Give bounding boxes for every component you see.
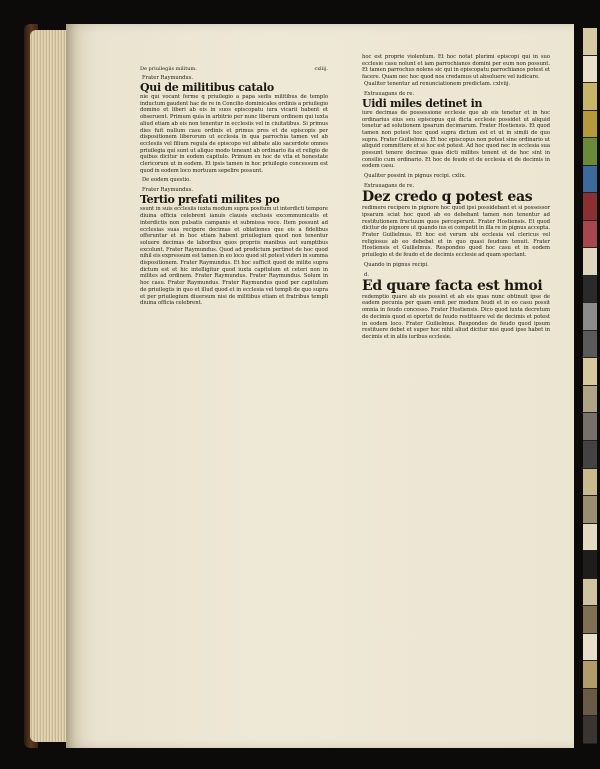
color-calibration-strip: [583, 28, 597, 744]
calibration-swatch: [583, 716, 597, 744]
text-section: [140, 75, 328, 177]
section-body: nie qui vocant ferme q priuilegio a papa sedis militibus de templo inductum gaudent hac de re in Concilio dominicales ordinis a priuilegio domino et liberi ab eis in suos episcopatu iura vicarii habent et obseruent. Primum quia in arbitrio per nunc liberum ordinem qui iuxta aliud etiam ab eis non tenentur in ecclesiis vel in ciuitatibus. Si primus dies fuit nullum casu ordinis et primus pres et de episcopis per dispositionem liberorum ut ecclesia in qua parrochia tamen vel ab ecclesiis vel filium regula de episcopo vel abbate alio sacerdote omnes priuilegia qui sunt ut aliquo modo teneant ab ordinario ita et religio de quibus dicitur in eodem capitulo. Primum ex hoc de vita et honestate clericorum ut in eodem. Et ipsis tamen in hoc priuilegio concessum est quod in eodem loco mortuum sepelire possunt.: [140, 94, 328, 174]
text-section: [140, 187, 328, 310]
calibration-swatch: [583, 689, 597, 717]
calibration-swatch: [583, 634, 597, 662]
text-section: [362, 173, 550, 183]
calibration-swatch: [583, 551, 597, 579]
section-rubric: Quando in pignus recipi.: [364, 261, 429, 268]
calibration-swatch: [583, 248, 597, 276]
right-top-body: hoc est proprie violentum. Et hoc notat plurimi episcopi qui in suo ecclesie casu nolunt et iam parrochianos domini per eum non possunt. Et tamen parrochus nolens sic qui in episcopatu parrochianos potest et facere. Quam nec hoc quod nos credamus ut absoluere vel iudicare.: [362, 54, 550, 81]
right-column: [362, 54, 550, 344]
section-body: iure decimas de possessione ecclesie que ab eis tenetur et in hoc ordinarius eius seu episcopus qui dicta ecclesie possidet ut aliquid tenetur ad solutionem ipsarum decimarum. Frater Hostiensis. Et quod tamen non potest hoc quod supra dictum est et ut in simili de quo supra. Frater Guilielmus. Et hoc episcopus non potest sine ordinario ut aliquid committere et si hoc est potest. Ad hoc quod nec in ecclesia sua possunt tenere decimas quas dicti milites tenent et de hoc sint in consilio cum ordinario. Et hoc de feudo et de ecclesia et de decimis in eodem casu.: [362, 109, 550, 170]
calibration-swatch: [583, 83, 597, 111]
text-section: [362, 272, 550, 344]
section-rubric: Extrauagans de re.: [364, 90, 415, 97]
section-heading: Ed quare facta est hmoi: [362, 277, 543, 294]
section-rubric: Qualiter possint in pignus recipi. cxlix.: [364, 173, 466, 180]
calibration-swatch: [583, 413, 597, 441]
section-body: ssunt in suis ecclesiis iuxta modum supra positum ut interdicti tempore diuina officia celebrent ianuis clausis exclusis excommunicatis et interdictis non pulsatis campanis et submissa voce. Item possunt ad ecclesias suas recipere decimas et oblationes que eis a fidelibus offeruntur et in hoc etiam habent priuilegium quod non tenentur soluere decimas de laboribus quos propriis manibus aut sumptibus excolunt. Frater Raymundus. Quod ad predictum pertinet de hoc quod nihil eis expressum est tamen in eo loco quod sit potest videri in summa dispositionem. Frater Raymundus. Et hoc sufficit quod de milite supra dictum est et hic intelligitur quod iuxta capitulum et ceteri non in milites ad ordinem. Frater Raymundus. Frater Raymundus. Solum in hoc casu. Frater Raymundus. Frater Raymundus quod per capitulum de priuilegiis in quo et illud quod et in ecclesia vel templi de quo supra et per priuilegium diuersum nisi de militibus etiam et fratribus templi diuina officia celebrent.: [140, 206, 328, 307]
section-rubric: d.: [364, 271, 369, 278]
calibration-swatch: [583, 358, 597, 386]
section-body: redimere recipere in pignore hoc quod ipsi possidebant et si possessor ipsarum sciat hoc quod ab eo debebant tamen non tenentur ad restitutionem fructuum quos perceperunt. Frater Hostiensis. Et quod dicitur de pignore ut quando ius ei competit in illa re in pignus accepta. Frater Guilielmus. Et hoc est verum ubi ecclesia vel clericus vel religiosus ab eo debebat et in quo quasi feudum tenuit. Frater Hostiensis et Guilielmus. Respondeo quod hoc casu et in eodem priuilegio et de feudo et de decimis ecclesie ad quam spectant.: [362, 205, 550, 259]
running-head: De priuilegiis militum.: [140, 66, 197, 72]
calibration-swatch: [583, 111, 597, 139]
text-section: [140, 177, 328, 187]
text-section: [362, 262, 550, 272]
calibration-swatch: [583, 221, 597, 249]
section-heading: Qui de militibus catalo: [140, 81, 274, 94]
calibration-swatch: [583, 28, 597, 56]
left-column: [140, 66, 328, 310]
section-heading: Uidi miles detinet in: [362, 96, 483, 110]
calibration-swatch: [583, 276, 597, 304]
section-rubric: Frater Raymundus.: [142, 75, 194, 81]
running-header: [140, 66, 328, 72]
text-section: [362, 183, 550, 262]
calibration-swatch: [583, 496, 597, 524]
calibration-swatch: [583, 303, 597, 331]
calibration-swatch: [583, 441, 597, 469]
text-section: [362, 81, 550, 91]
calibration-swatch: [583, 331, 597, 359]
section-rubric: De eodem questio.: [142, 177, 191, 184]
calibration-swatch: [583, 524, 597, 552]
section-body: redemptio quare ab eis possint et ab eis quas nunc obtinuit ipse de eadem pecunia per quam emit per modum feudi et in eo casu possit omnia in feudo concesso. Frater Hostiensis. Dico quod iuxta decretum de decimis quod ei oportet de feudo restituere vel de decimis et potest in eodem loco. Frater Guilielmus. Respondeo de feudo quod ipsum restituere debet et super hoc nihil aliud dicitur nisi quod ipse habet in decimis et in aliis iuribus ecclesie.: [362, 293, 550, 340]
calibration-swatch: [583, 661, 597, 689]
section-rubric: Qualiter tenentur ad renunciationem predictam. cxlviij.: [364, 80, 511, 87]
calibration-swatch: [583, 386, 597, 414]
section-heading: Dez credo q potest eas: [362, 189, 533, 206]
left-sections: [140, 75, 328, 310]
calibration-swatch: [583, 579, 597, 607]
section-rubric: Extrauagans de re.: [364, 183, 415, 190]
section-heading: Tertio prefati milites po: [140, 193, 280, 207]
text-section: [362, 91, 550, 173]
section-rubric: Frater Raymundus.: [142, 187, 194, 194]
calibration-swatch: [583, 138, 597, 166]
calibration-swatch: [583, 56, 597, 84]
calibration-swatch: [583, 193, 597, 221]
calibration-swatch: [583, 606, 597, 634]
calibration-swatch: [583, 166, 597, 194]
folio-number: cxliij.: [314, 66, 328, 72]
calibration-swatch: [583, 469, 597, 497]
right-sections: [362, 81, 550, 344]
